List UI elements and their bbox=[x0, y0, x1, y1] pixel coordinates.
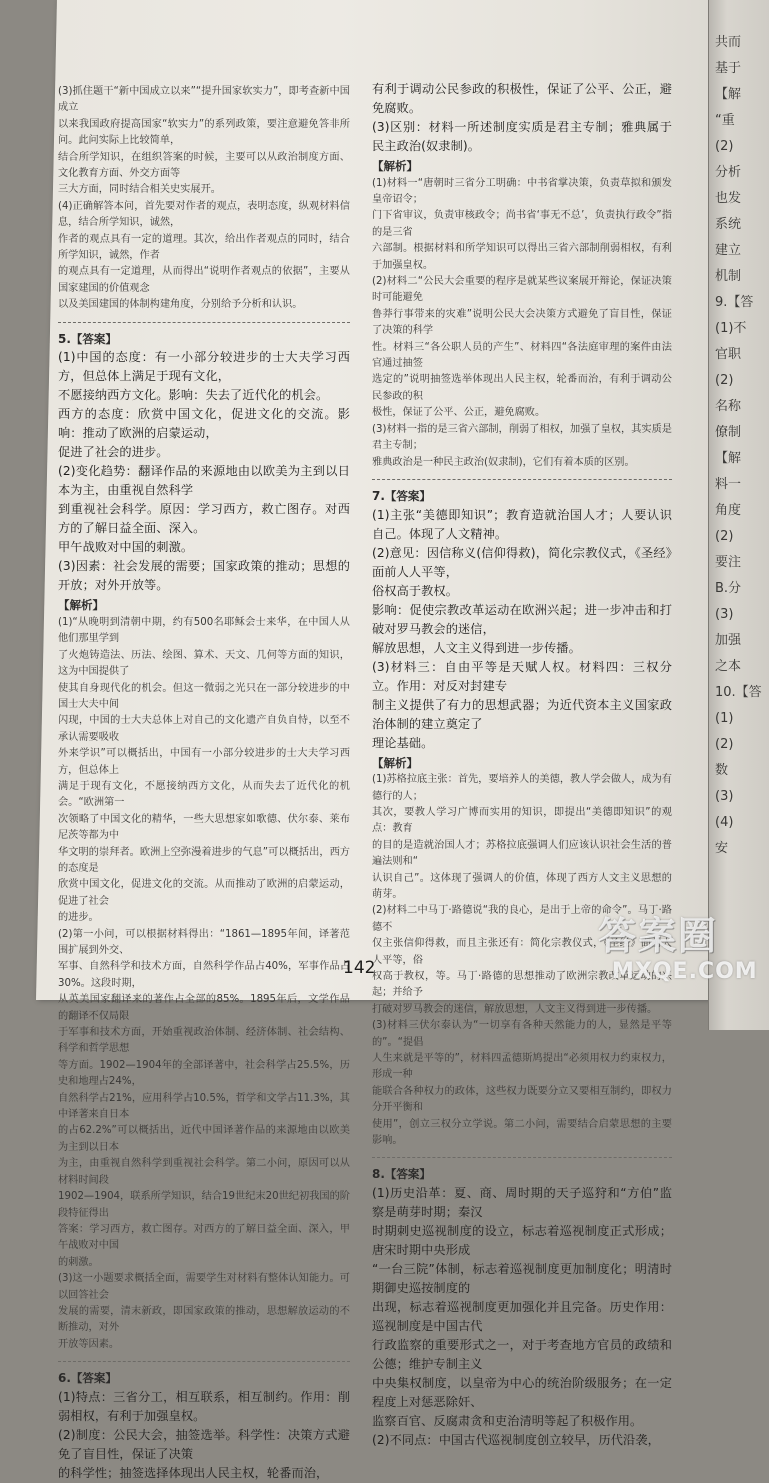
right-column bbox=[372, 80, 672, 1450]
answer-line: 行政监察的重要形式之一，对于考查地方官员的政绩和公德；维护专制主义 bbox=[372, 1338, 672, 1372]
explanation-line: 认识自己”。这体现了强调人的价值，体现了西方人文主义思想的萌芽。 bbox=[372, 872, 672, 900]
answer-line: “一台三院”体制，标志着巡视制度更加制度化；明清时期御史巡按制度的 bbox=[372, 1262, 672, 1296]
answer-line: (3)区别：材料一所述制度实质是君主专制；雅典属于民主政治(奴隶制)。 bbox=[372, 120, 672, 153]
explanation-line: 答案：学习西方，救亡图存。对西方的了解日益全面、深入，甲午战败对中国 bbox=[58, 1223, 350, 1252]
next-page-fragment: (2) bbox=[715, 139, 734, 154]
q6-answer-continued bbox=[372, 80, 672, 156]
q5-answer bbox=[58, 348, 350, 595]
watermark-logo bbox=[598, 905, 758, 1000]
text-line: 结合所学知识，在组织答案的时候，主要可以从政治制度方面、文化教育方面、外交方面等 bbox=[58, 151, 350, 180]
explanation-line: 极性，保证了公平、公正，避免腐败。 bbox=[372, 407, 546, 419]
text-line: 以来我国政府提高国家“软实力”的系列政策，要注意避免答非所问。此问实际上比较简单， bbox=[58, 118, 350, 147]
next-page-fragment: 数 bbox=[715, 763, 729, 778]
answer-line: 不愿接纳西方文化。影响：失去了近代化的机会。 bbox=[58, 388, 329, 403]
explanation-line: 次领略了中国文化的精华，一些大思想家如歌德、伏尔泰、莱布尼茨等都为中 bbox=[58, 813, 350, 842]
q5-answer-label: 【答案】 bbox=[70, 331, 117, 346]
q6-answer bbox=[58, 1388, 350, 1483]
explanation-line: 的刺激。 bbox=[58, 1256, 99, 1268]
explanation-line: 1902—1904，联系所学知识，结合19世纪末20世纪初我国的阶段特征得出 bbox=[58, 1191, 350, 1219]
explanation-line: 的占62.2%”可以概括出，近代中国译著作品的来源地由以欧美为主到以日本 bbox=[58, 1125, 350, 1153]
q6-number: 6. bbox=[58, 1371, 71, 1386]
next-page-fragment: 9.【答 bbox=[715, 295, 754, 310]
next-page-fragment: 分析 bbox=[715, 165, 742, 180]
next-page-fragment: 名称 bbox=[715, 399, 742, 414]
answer-line: 监察百官、反腐肃贪和吏治清明等起了积极作用。 bbox=[372, 1414, 643, 1429]
divider bbox=[58, 1361, 350, 1362]
text-line: (4)正确解答本问，首先要对作者的观点，表明态度，纵观材料信息，结合所学知识，诚然， bbox=[58, 200, 350, 229]
explanation-line: 开放等因素。 bbox=[58, 1338, 120, 1350]
explanation-line: 雅典政治是一种民主政治(奴隶制)，它们有着本质的区别。 bbox=[372, 456, 635, 468]
next-page-fragment: (4) bbox=[715, 815, 734, 830]
explanation-line: 华文明的崇拜者。欧洲上空弥漫着进步的气息”可以概括出，西方的态度是 bbox=[58, 846, 350, 874]
answer-line: (3)材料三：自由平等是天赋人权。材料四：三权分立。作用：对反对封建专 bbox=[372, 659, 672, 693]
watermark-main-text: 答案圈 bbox=[598, 914, 719, 958]
explanation-line: (3)材料三伏尔泰认为“一切享有各种天然能力的人，显然是平等的”。“提倡 bbox=[372, 1020, 672, 1048]
watermark-url: MXQE.COM bbox=[612, 959, 758, 984]
explanation-line: 权高于教权，等。马丁·路德的思想推动了欧洲宗教改革运动的兴起；并给予 bbox=[372, 970, 672, 999]
explanation-line: 闪现，中国的士大夫总体上对自己的文化遗产自负自恃，以至不承认需要吸收 bbox=[58, 715, 350, 743]
answer-line: 西方的态度：欣赏中国文化，促进文化的交流。影响：推动了欧洲的启蒙运动， bbox=[58, 407, 350, 441]
text-line: (3)抓住题干“新中国成立以来”“提升国家软实力”，即考查新中国成立 bbox=[58, 86, 350, 114]
q8-number: 8. bbox=[372, 1167, 385, 1182]
next-page-fragment: 机制 bbox=[715, 269, 742, 284]
next-page-fragment: (3) bbox=[715, 607, 734, 622]
explanation-line: 满足于现有文化，不愿接纳西方文化，从而失去了近代化的机会。“欧洲第一 bbox=[58, 780, 350, 809]
answer-line: 到重视社会科学。原因：学习西方，救亡图存。对西方的了解日益全面、深入。 bbox=[58, 502, 350, 536]
explanation-line: 使其自身现代化的机会。但这一微弱之光只在一部分较进步的中国士大夫中间 bbox=[58, 682, 350, 710]
next-page-fragment: (2) bbox=[715, 529, 734, 544]
next-page-fragment: 之本 bbox=[715, 659, 742, 674]
next-page-fragment: 要注 bbox=[715, 555, 742, 570]
explanation-line: 军事、自然科学和技术方面，自然科学作品占40%，军事作品占30%。这段时期， bbox=[58, 961, 350, 989]
text-line: 以及美国建国的体制构建角度，分别给予分析和认识。 bbox=[58, 299, 303, 311]
q6-explanation bbox=[372, 176, 672, 471]
next-page-fragment: 基于 bbox=[715, 61, 742, 76]
explanation-line: (2)材料二中马丁·路德说“我的良心，是出于上帝的命令”。马丁·路德不 bbox=[372, 905, 672, 933]
q7-section bbox=[372, 486, 672, 1150]
explanation-line: 选定的”说明抽签选举体现出人民主权，轮番而治，有利于调动公民参政的积 bbox=[372, 374, 672, 402]
answer-line: 制主义提供了有力的思想武器；为近代资本主义国家政治体制的建立奠定了 bbox=[372, 697, 672, 731]
q7-answer-label: 【答案】 bbox=[384, 488, 431, 503]
text-line: 作者的观点具有一定的道理。其次，给出作者观点的同时，结合所学知识，诚然，作者 bbox=[58, 233, 350, 262]
next-page-fragment: (2) bbox=[715, 373, 734, 388]
q4-explanation-tail bbox=[58, 84, 350, 314]
answer-line: 解放思想，人文主义得到进一步传播。 bbox=[372, 640, 581, 655]
text-line: 三大方面，同时结合相关史实展开。 bbox=[58, 184, 221, 196]
explanation-line: 鲁莽行事带来的灾难”说明公民大会决策方式避免了盲目性，保证了决策的科学 bbox=[372, 308, 672, 337]
answer-line: 出现，标志着巡视制度更加强化并且完备。历史作用：巡视制度是中国古代 bbox=[372, 1300, 672, 1334]
answer-line: 的科学性；抽签选择体现出人民主权，轮番而治， bbox=[58, 1465, 329, 1480]
explanation-line: 打破对罗马教会的迷信，解放思想，人文主义得到进一步传播。 bbox=[372, 1003, 658, 1015]
answer-line: 影响：促使宗教改革运动在欧洲兴起；进一步冲击和打破对罗马教会的迷信， bbox=[372, 602, 672, 636]
explanation-line: 的目的是造就治国人才；苏格拉底强调人们应该认识社会生活的普遍法则和“ bbox=[372, 839, 672, 868]
text-line: 的观点具有一定道理，从而得出“说明作者观点的依据”，主要从国家建国的价值观念 bbox=[58, 266, 350, 294]
answer-line: 有利于调动公民参政的积极性，保证了公平、公正，避免腐败。 bbox=[372, 82, 672, 115]
next-page-fragment: (2) bbox=[715, 737, 734, 752]
next-page-fragment: (1) bbox=[715, 711, 734, 726]
next-page-fragment: 加强 bbox=[715, 633, 742, 648]
answer-line: (1)特点：三省分工，相互联系，相互制约。作用：削弱相权，有利于加强皇权。 bbox=[58, 1389, 350, 1423]
next-page-fragment: 官职 bbox=[715, 347, 742, 362]
next-page-fragment: (3) bbox=[715, 789, 734, 804]
q6-answer-label: 【答案】 bbox=[70, 1371, 117, 1386]
explanation-line: (1)“从晚明到清朝中期，约有500名耶稣会士来华，在中国人从他们那里学到 bbox=[58, 616, 350, 645]
explanation-line: (2)第一小问，可以根据材料得出：“1861—1895年间，译著范围扩展到外交、 bbox=[58, 928, 350, 956]
explanation-line: 于军事和技术方面，开始重视政治体制、经济体制、社会结构、科学和哲学思想 bbox=[58, 1027, 350, 1055]
explanation-line: 人生来就是平等的”，材料四孟德斯鸠提出“必须用权力约束权力，形成一种 bbox=[372, 1053, 672, 1081]
next-page-fragment: 系统 bbox=[715, 217, 742, 232]
next-page-fragment: (1)不 bbox=[715, 321, 747, 336]
q8-answer bbox=[372, 1184, 672, 1450]
next-page-fragment: 【解 bbox=[715, 451, 742, 466]
explanation-line: 从英美国家翻译来的著作占全部的85%。1895年后，文学作品的翻译不仅局限 bbox=[58, 994, 350, 1022]
next-page-fragment: 共而 bbox=[715, 35, 742, 50]
q6-explanation-label: 【解析】 bbox=[372, 159, 418, 173]
next-page-fragment: 10.【答 bbox=[715, 685, 762, 700]
q7-explanation-label: 【解析】 bbox=[372, 755, 418, 770]
next-page-fragment: 建立 bbox=[715, 243, 742, 258]
next-page-edge bbox=[708, 0, 769, 1030]
answer-line: (1)历史沿革：夏、商、周时期的天子巡狩和“方伯”监察是萌芽时期；秦汉 bbox=[372, 1186, 672, 1220]
answer-line: (2)不同点：中国古代巡视制度创立较早，历代沿袭， bbox=[372, 1433, 660, 1448]
explanation-line: (3)材料一指的是三省六部制，削弱了相权，加强了皇权，其实质是君主专制； bbox=[372, 423, 672, 452]
explanation-line: 仅主张信仰得救，而且主张还有：简化宗教仪式，《圣经》面前人人平等，俗 bbox=[372, 938, 672, 966]
next-page-fragment: 料一 bbox=[715, 477, 742, 492]
explanation-line: 使用”，创立三权分立学说。第二小问，需要结合启蒙思想的主要影响。 bbox=[372, 1118, 672, 1147]
q5-explanation-label: 【解析】 bbox=[58, 598, 104, 613]
q7-number: 7. bbox=[372, 488, 385, 503]
answer-line: 促进了社会的进步。 bbox=[58, 445, 169, 460]
explanation-line: 能联合各种权力的政体，这些权力既要分立又要相互制约，即权力分开平衡和 bbox=[372, 1085, 672, 1114]
divider bbox=[58, 322, 350, 323]
explanation-line: (1)材料一“唐朝时三省分工明确：中书省掌决策，负责草拟和颁发皇帝诏令； bbox=[372, 177, 672, 205]
answer-line: (2)意见：因信称义(信仰得救)，简化宗教仪式，《圣经》面前人人平等， bbox=[372, 545, 672, 579]
answer-line: (2)变化趋势：翻译作品的来源地由以欧美为主到以日本为主，由重视自然科学 bbox=[58, 464, 350, 498]
next-page-fragment: B.分 bbox=[715, 581, 742, 596]
explanation-line: 发展的需要，清末新政，即国家政策的推动，思想解放运动的不断推动，对外 bbox=[58, 1305, 350, 1334]
q8-section bbox=[372, 1164, 672, 1450]
explanation-line: 了火炮铸造法、历法、绘图、算术、天文、几何等方面的知识，这为中国提供了 bbox=[58, 649, 350, 678]
answer-line: 中央集权制度，以皇帝为中心的统治阶级服务；在一定程度上对惩恶除奸、 bbox=[372, 1376, 672, 1410]
next-page-fragment: “重 bbox=[715, 113, 735, 128]
answer-line: (3)因素：社会发展的需要；国家政策的推动；思想的开放；对外开放等。 bbox=[58, 559, 350, 593]
q5-number: 5. bbox=[58, 331, 71, 346]
next-page-fragment: 角度 bbox=[715, 503, 742, 518]
answer-line: (1)主张“美德即知识”；教育造就治国人才；人要认识自己。体现了人文精神。 bbox=[372, 507, 672, 541]
q5-section bbox=[58, 329, 350, 1353]
divider bbox=[372, 479, 672, 480]
explanation-line: 的进步。 bbox=[58, 912, 99, 924]
q5-explanation bbox=[58, 615, 350, 1353]
answer-line: 俗权高于教权。 bbox=[372, 583, 459, 598]
explanation-line: 为主，由重视自然科学到重视社会科学。第二小问，原因可以从材料时间段 bbox=[58, 1158, 350, 1186]
next-page-fragment: 也发 bbox=[715, 191, 742, 206]
q6-section bbox=[58, 1368, 350, 1483]
explanation-line: 门下省审议，负责审核政令；尚书省‘事无不总’，负责执行政令”指的是三省 bbox=[372, 210, 672, 238]
answer-line: 时期刺史巡视制度的设立，标志着巡视制度正式形成；唐宋时期中央形成 bbox=[372, 1224, 672, 1258]
answer-line: 理论基础。 bbox=[372, 735, 434, 750]
explanation-line: 六部制。根据材料和所学知识可以得出三省六部制削弱相权，有利于加强皇权。 bbox=[372, 243, 672, 271]
explanation-line: 欣赏中国文化，促进文化的交流。从而推动了欧洲的启蒙运动，促进了社会 bbox=[58, 879, 350, 907]
explanation-line: (2)材料二“公民大会重要的程序是就某些议案展开辩论，保证决策时可能避免 bbox=[372, 276, 672, 304]
left-column bbox=[58, 84, 350, 1483]
explanation-line: 等方面。1902—1904年的全部译著中，社会科学占25.5%，历史和地理占24%， bbox=[58, 1059, 350, 1088]
next-page-fragment: 僚制 bbox=[715, 425, 742, 440]
next-page-fragment: 安 bbox=[715, 841, 729, 856]
explanation-line: (3)这一小题要求概括全面，需要学生对材料有整体认知能力。可以回答社会 bbox=[58, 1273, 350, 1301]
explanation-line: (1)苏格拉底主张：首先，要培养人的美德，教人学会做人，成为有德行的人； bbox=[372, 774, 672, 802]
divider bbox=[372, 1157, 672, 1158]
q8-answer-label: 【答案】 bbox=[384, 1167, 431, 1182]
q7-answer bbox=[372, 506, 672, 753]
next-page-fragment: 【解 bbox=[715, 87, 742, 102]
explanation-line: 自然科学占21%，应用科学占10.5%，哲学和文学占11.3%，其中译著来自日本 bbox=[58, 1092, 350, 1121]
answer-line: (2)制度：公民大会，抽签选举。科学性：决策方式避免了盲目性，保证了决策 bbox=[58, 1427, 350, 1461]
explanation-line: 外来学识”可以概括出，中国有一小部分较进步的士大夫学习西方，但总体上 bbox=[58, 748, 350, 776]
explanation-line: 性。材料三“各公职人员的产生”、材料四“各法庭审理的案件由法官通过抽签 bbox=[372, 341, 672, 370]
answer-line: 甲午战败对中国的刺激。 bbox=[58, 540, 194, 555]
page-number: 142 bbox=[343, 958, 376, 978]
answer-line: (1)中国的态度：有一小部分较进步的士大夫学习西方，但总体上满足于现有文化， bbox=[58, 350, 350, 384]
explanation-line: 其次，要教人学习广博而实用的知识，即提出“美德即知识”的观点：教育 bbox=[372, 806, 672, 835]
